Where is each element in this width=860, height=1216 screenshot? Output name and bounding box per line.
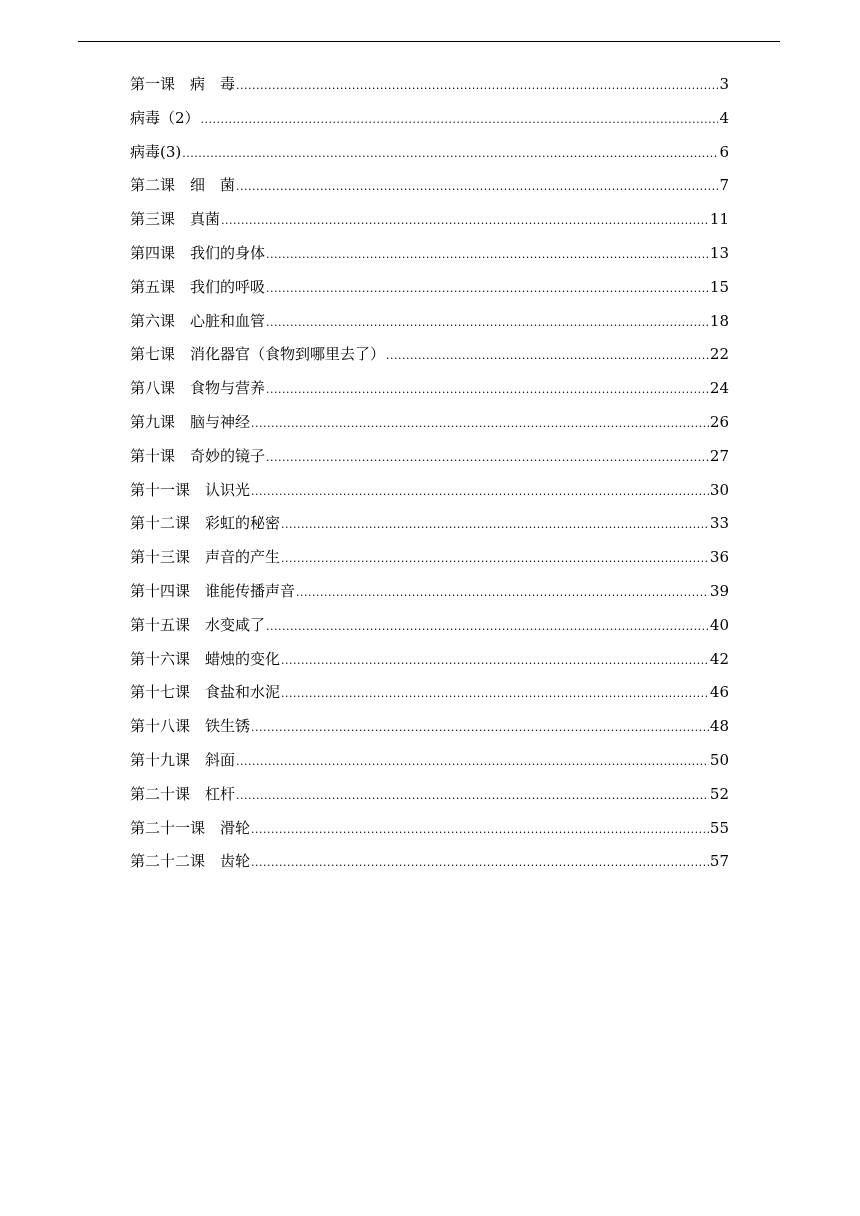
toc-entry-title: 病毒(3) <box>130 142 182 161</box>
toc-dot-leader <box>266 376 709 404</box>
toc-entry-title: 病毒（2） <box>130 108 200 127</box>
toc-entry-page: 6 <box>719 142 729 161</box>
toc-dot-leader <box>251 410 709 438</box>
toc-entry-title: 第四课 我们的身体 <box>130 243 266 262</box>
toc-entry-page: 42 <box>709 649 729 668</box>
toc-entry-title: 第五课 我们的呼吸 <box>130 277 266 296</box>
toc-entry[interactable] <box>130 645 729 679</box>
toc-entry-title: 第十六课 蜡烛的变化 <box>130 649 281 668</box>
toc-entry-title: 第十九课 斜面 <box>130 750 236 769</box>
table-of-contents <box>130 70 729 881</box>
toc-entry[interactable] <box>130 138 729 172</box>
toc-dot-leader <box>266 275 709 303</box>
toc-entry-page: 40 <box>709 615 729 634</box>
toc-dot-leader <box>251 478 709 506</box>
toc-entry[interactable] <box>130 780 729 814</box>
toc-entry-title: 第十一课 认识光 <box>130 480 251 499</box>
toc-entry-page: 55 <box>709 818 729 837</box>
header-rule <box>78 41 780 42</box>
toc-entry-page: 3 <box>719 75 729 93</box>
toc-entry[interactable] <box>130 543 729 577</box>
toc-dot-leader <box>266 241 709 269</box>
toc-entry-page: 39 <box>709 581 729 600</box>
toc-entry[interactable] <box>130 509 729 543</box>
toc-entry-page: 30 <box>709 480 729 499</box>
toc-entry-page: 15 <box>709 277 729 296</box>
toc-entry[interactable] <box>130 712 729 746</box>
toc-entry-page: 57 <box>709 852 729 871</box>
toc-dot-leader <box>281 647 709 675</box>
toc-entry[interactable] <box>130 814 729 848</box>
toc-entry-page: 48 <box>709 717 729 736</box>
toc-entry[interactable] <box>130 577 729 611</box>
toc-dot-leader <box>251 714 709 742</box>
toc-entry-title: 第七课 消化器官（食物到哪里去了） <box>130 345 386 364</box>
toc-entry-title: 第十三课 声音的产生 <box>130 548 281 567</box>
toc-entry[interactable] <box>130 442 729 476</box>
toc-entry[interactable] <box>130 70 729 104</box>
toc-entry[interactable] <box>130 476 729 510</box>
toc-entry-title: 第十二课 彩虹的秘密 <box>130 514 281 533</box>
toc-entry[interactable] <box>130 239 729 273</box>
toc-entry-page: 46 <box>709 683 729 702</box>
toc-entry-page: 52 <box>709 784 729 803</box>
toc-dot-leader <box>266 444 709 472</box>
toc-dot-leader <box>201 106 719 134</box>
toc-entry-title: 第十八课 铁生锈 <box>130 717 251 736</box>
toc-entry[interactable] <box>130 307 729 341</box>
toc-entry[interactable] <box>130 678 729 712</box>
toc-entry-title: 第八课 食物与营养 <box>130 379 266 398</box>
toc-entry-page: 4 <box>719 108 729 127</box>
toc-entry-title: 第六课 心脏和血管 <box>130 311 266 330</box>
toc-dot-leader <box>251 849 709 877</box>
toc-entry-page: 33 <box>709 514 729 533</box>
toc-entry-title: 第十七课 食盐和水泥 <box>130 683 281 702</box>
toc-dot-leader <box>386 342 709 370</box>
toc-entry-title: 第二十一课 滑轮 <box>130 818 251 837</box>
toc-dot-leader <box>281 545 709 573</box>
toc-entry[interactable] <box>130 611 729 645</box>
toc-entry[interactable] <box>130 340 729 374</box>
toc-entry[interactable] <box>130 205 729 239</box>
toc-entry-title: 第二十二课 齿轮 <box>130 852 251 871</box>
toc-dot-leader <box>236 173 718 201</box>
toc-entry-page: 22 <box>709 345 729 364</box>
toc-entry[interactable] <box>130 746 729 780</box>
toc-entry[interactable] <box>130 847 729 881</box>
toc-entry-title: 第十课 奇妙的镜子 <box>130 446 266 465</box>
toc-entry-title: 第三课 真菌 <box>130 210 221 229</box>
toc-dot-leader <box>251 816 709 844</box>
toc-entry-title: 第十五课 水变咸了 <box>130 615 266 634</box>
toc-entry-page: 13 <box>709 243 729 262</box>
toc-entry-title: 第九课 脑与神经 <box>130 412 251 431</box>
toc-dot-leader <box>236 72 718 100</box>
toc-entry[interactable] <box>130 408 729 442</box>
toc-entry[interactable] <box>130 171 729 205</box>
toc-dot-leader <box>281 511 709 539</box>
toc-entry[interactable] <box>130 374 729 408</box>
toc-entry-title: 第二课 细 菌 <box>130 176 236 195</box>
toc-entry-title: 第二十课 杠杆 <box>130 784 236 803</box>
toc-entry-page: 18 <box>709 311 729 330</box>
toc-dot-leader <box>236 748 709 776</box>
toc-entry-page: 36 <box>709 548 729 567</box>
toc-dot-leader <box>266 613 709 641</box>
toc-entry-page: 7 <box>719 176 729 195</box>
toc-entry[interactable] <box>130 273 729 307</box>
toc-dot-leader <box>221 207 709 235</box>
toc-entry-title: 第十四课 谁能传播声音 <box>130 581 296 600</box>
toc-entry[interactable] <box>130 104 729 138</box>
toc-entry-page: 50 <box>709 750 729 769</box>
toc-dot-leader <box>296 579 709 607</box>
toc-dot-leader <box>266 309 709 337</box>
toc-dot-leader <box>281 680 709 708</box>
toc-dot-leader <box>182 140 718 168</box>
toc-entry-page: 11 <box>709 210 729 229</box>
toc-dot-leader <box>236 782 709 810</box>
toc-entry-page: 27 <box>709 446 729 465</box>
toc-entry-page: 26 <box>709 412 729 431</box>
toc-entry-title: 第一课 病 毒 <box>130 75 236 93</box>
toc-entry-page: 24 <box>709 379 729 398</box>
